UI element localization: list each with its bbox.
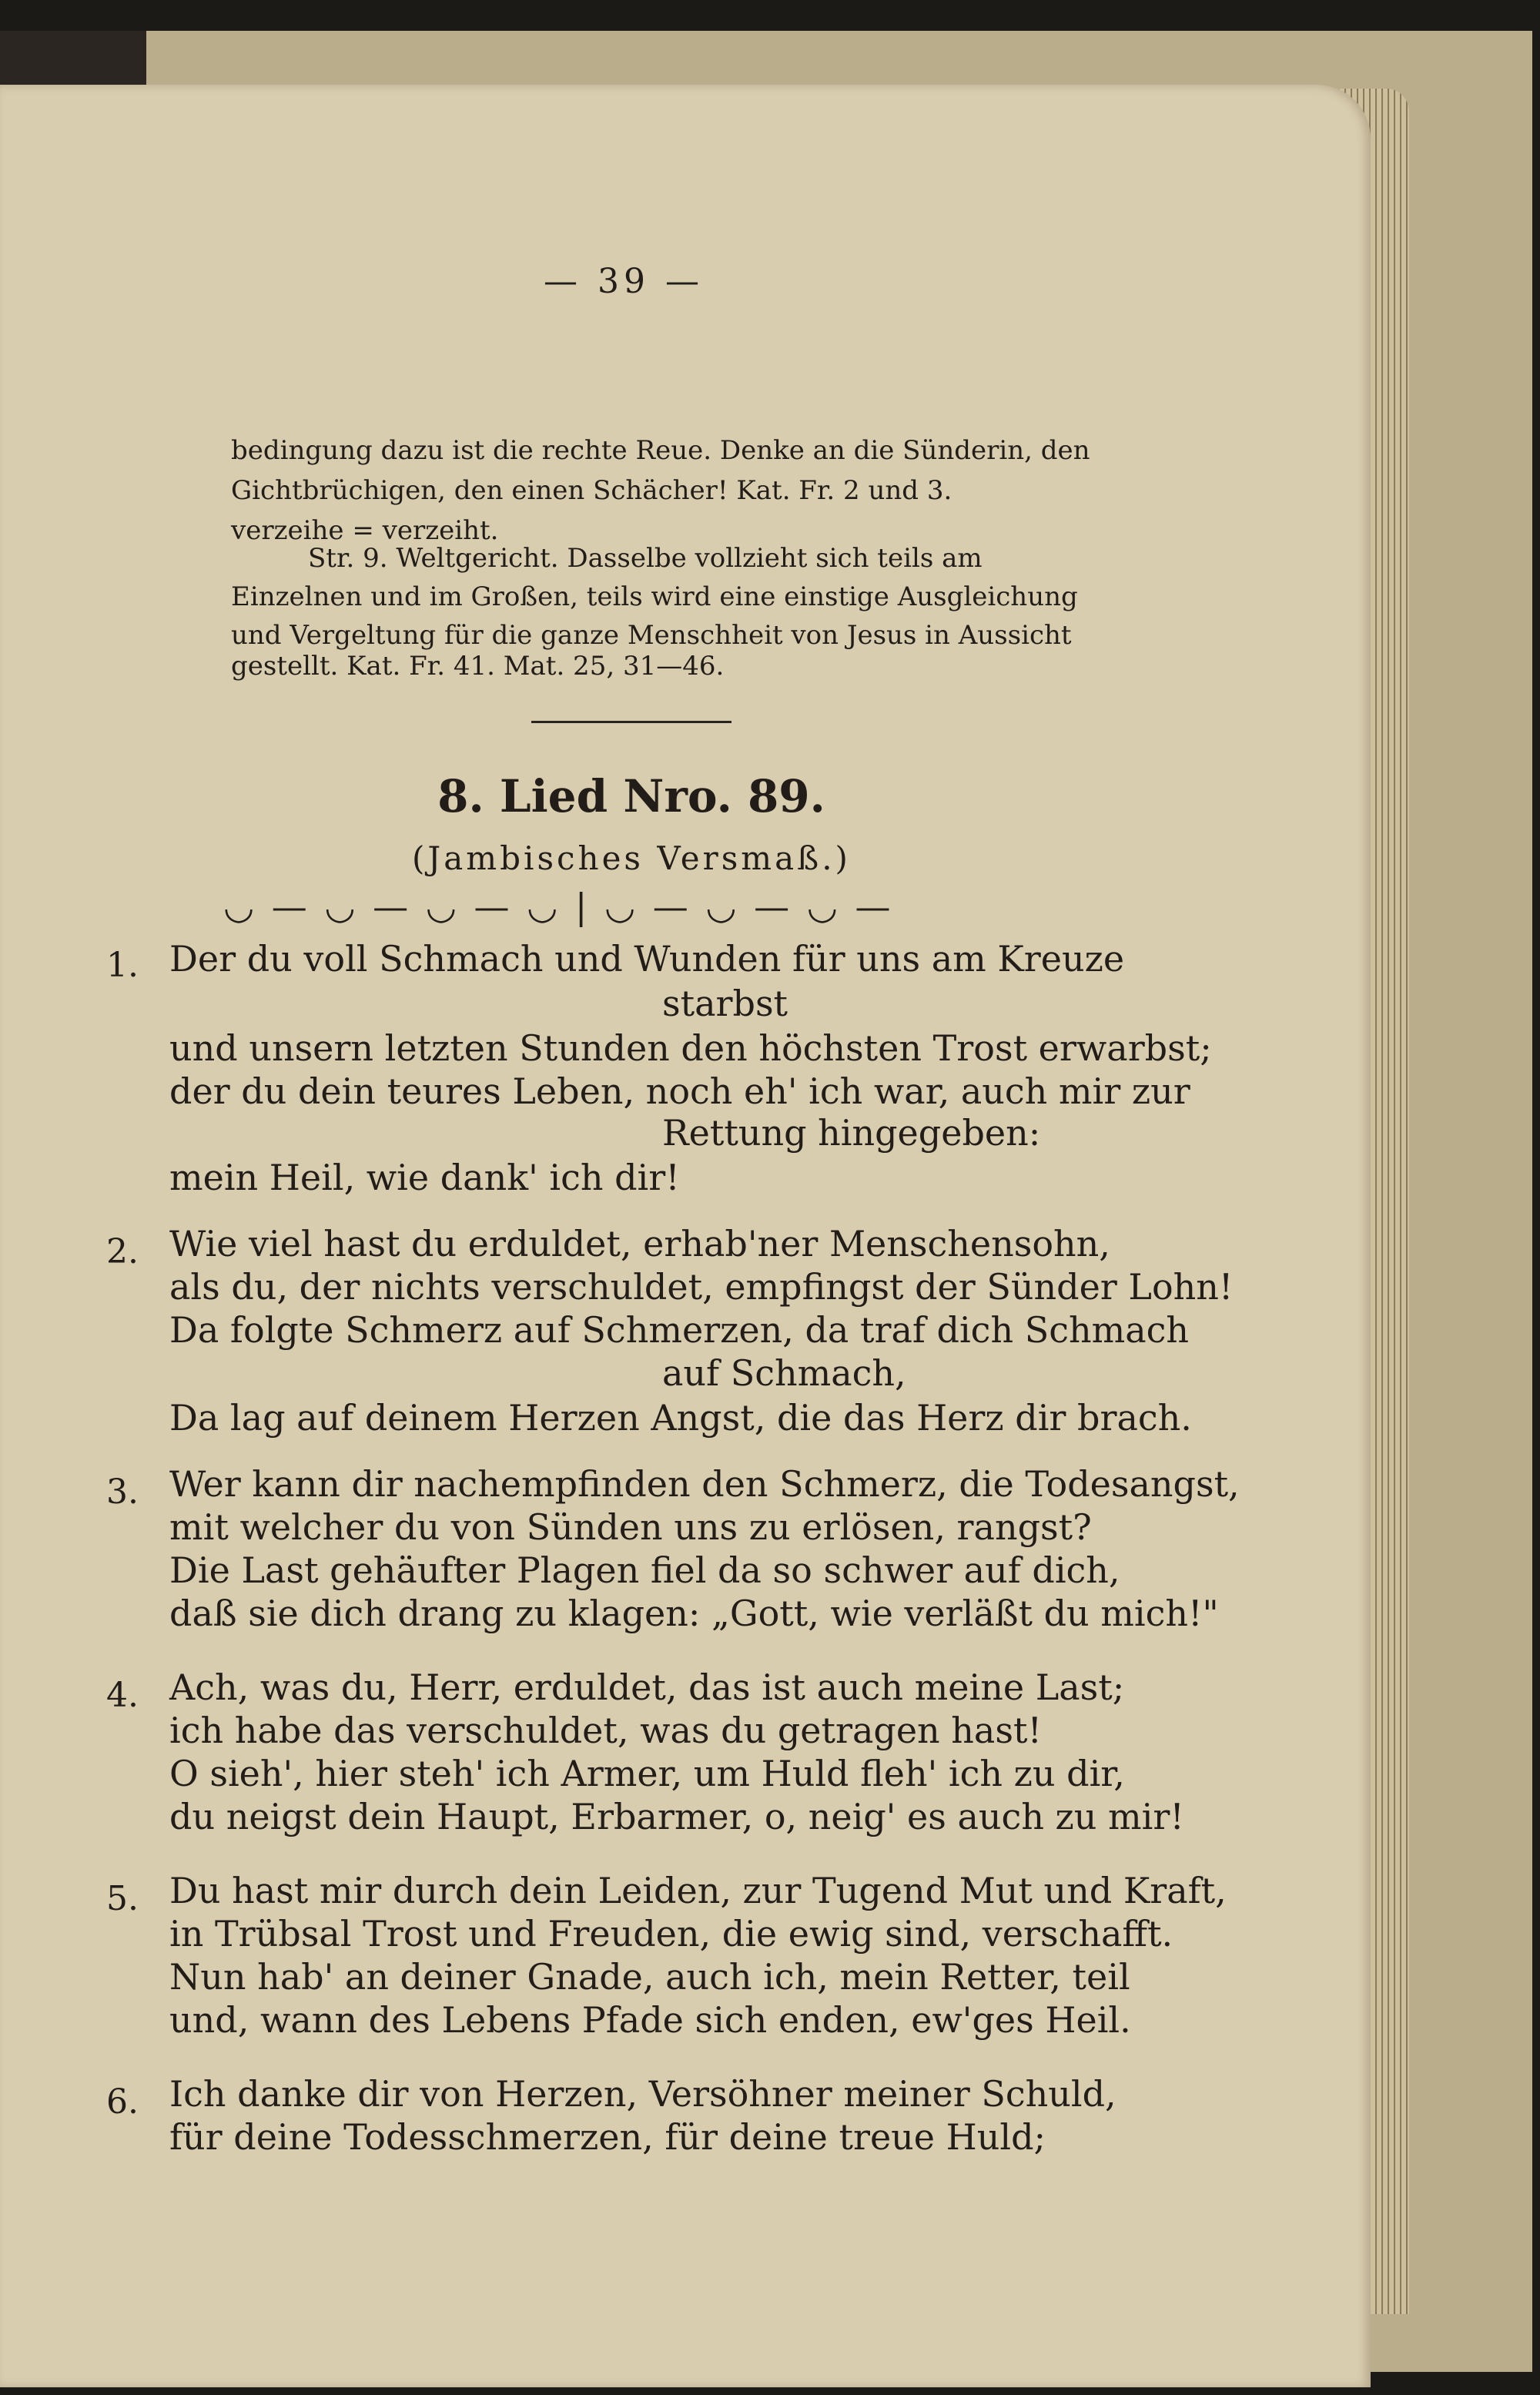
verse-line: O sieh', hier steh' ich Armer, um Huld fleh' ich zu dir, (169, 1753, 1125, 1794)
verse-number: 2. (106, 1232, 139, 1271)
verse-number: 1. (106, 946, 139, 985)
verse-line: Da lag auf deinem Herzen Angst, die das Herz dir brach. (169, 1397, 1192, 1439)
verse-line: auf Schmach, (662, 1352, 906, 1394)
meter-scheme: ◡ — ◡ — ◡ — ◡ | ◡ — ◡ — ◡ — (223, 886, 894, 927)
verse-line: Wer kann dir nachempfinden den Schmerz, die Todesangst, (169, 1463, 1240, 1505)
song-title: 8. Lied Nro. 89. (437, 770, 825, 822)
verse-line: Nun hab' an deiner Gnade, auch ich, mein Retter, teil (169, 1956, 1130, 1998)
verse-line: mein Heil, wie dank' ich dir! (169, 1157, 680, 1198)
verse-number: 6. (106, 2082, 139, 2122)
song-subtitle: (Jambisches Versmaß.) (412, 839, 851, 877)
verse-line: Du hast mir durch dein Leiden, zur Tugend Mut und Kraft, (169, 1870, 1227, 1911)
verse-line: für deine Todesschmerzen, für deine treue Huld; (169, 2116, 1046, 2158)
verse-line: starbst (662, 983, 788, 1024)
verse-line: mit welcher du von Sünden uns zu erlösen, rangst? (169, 1506, 1092, 1548)
verse-line: der du dein teures Leben, noch eh' ich war, auch mir zur (169, 1070, 1190, 1112)
verse-line: du neigst dein Haupt, Erbarmer, o, neig' es auch zu mir! (169, 1796, 1184, 1837)
page-number: — 39 — (544, 262, 704, 301)
verse-line: Wie viel hast du erduldet, erhab'ner Menschensohn, (169, 1223, 1110, 1264)
note-line: Einzelnen und im Großen, teils wird eine einstige Ausgleichung (231, 581, 1078, 612)
note-line: Gichtbrüchigen, den einen Schächer! Kat. Fr. 2 und 3. (231, 475, 952, 506)
verse-line: Rettung hingegeben: (662, 1112, 1041, 1154)
verse-line: und unsern letzten Stunden den höchsten Trost erwarbst; (169, 1027, 1212, 1069)
note-line: verzeihe = verzeiht. (231, 515, 499, 546)
verse-line: Ach, was du, Herr, erduldet, das ist auch meine Last; (169, 1666, 1125, 1708)
note-line: bedingung dazu ist die rechte Reue. Denke an die Sünderin, den (231, 435, 1090, 466)
page-content (0, 85, 1371, 2387)
verse-number: 3. (106, 1472, 139, 1512)
verse-line: Der du voll Schmach und Wunden für uns am Kreuze (169, 938, 1125, 980)
section-divider (531, 721, 732, 723)
note-line: gestellt. Kat. Fr. 41. Mat. 25, 31—46. (231, 651, 725, 682)
book-page (0, 85, 1371, 2387)
verse-line: in Trübsal Trost und Freuden, die ewig sind, verschafft. (169, 1913, 1173, 1955)
verse-line: Da folgte Schmerz auf Schmerzen, da traf dich Schmach (169, 1309, 1190, 1351)
verse-line: daß sie dich drang zu klagen: „Gott, wie verläßt du mich!" (169, 1593, 1219, 1634)
note-line: Str. 9. Weltgericht. Dasselbe vollzieht sich teils am (308, 543, 983, 574)
verse-line: als du, der nichts verschuldet, empfingst der Sünder Lohn! (169, 1266, 1234, 1308)
verse-number: 5. (106, 1879, 139, 1918)
verse-line: ich habe das verschuldet, was du getragen hast! (169, 1710, 1042, 1751)
note-line: und Vergeltung für die ganze Menschheit von Jesus in Aussicht (231, 620, 1072, 651)
verse-line: und, wann des Lebens Pfade sich enden, ew'ges Heil. (169, 1999, 1131, 2041)
verse-line: Ich danke dir von Herzen, Versöhner meiner Schuld, (169, 2073, 1116, 2115)
verse-number: 4. (106, 1676, 139, 1715)
verse-line: Die Last gehäufter Plagen fiel da so schwer auf dich, (169, 1549, 1120, 1591)
